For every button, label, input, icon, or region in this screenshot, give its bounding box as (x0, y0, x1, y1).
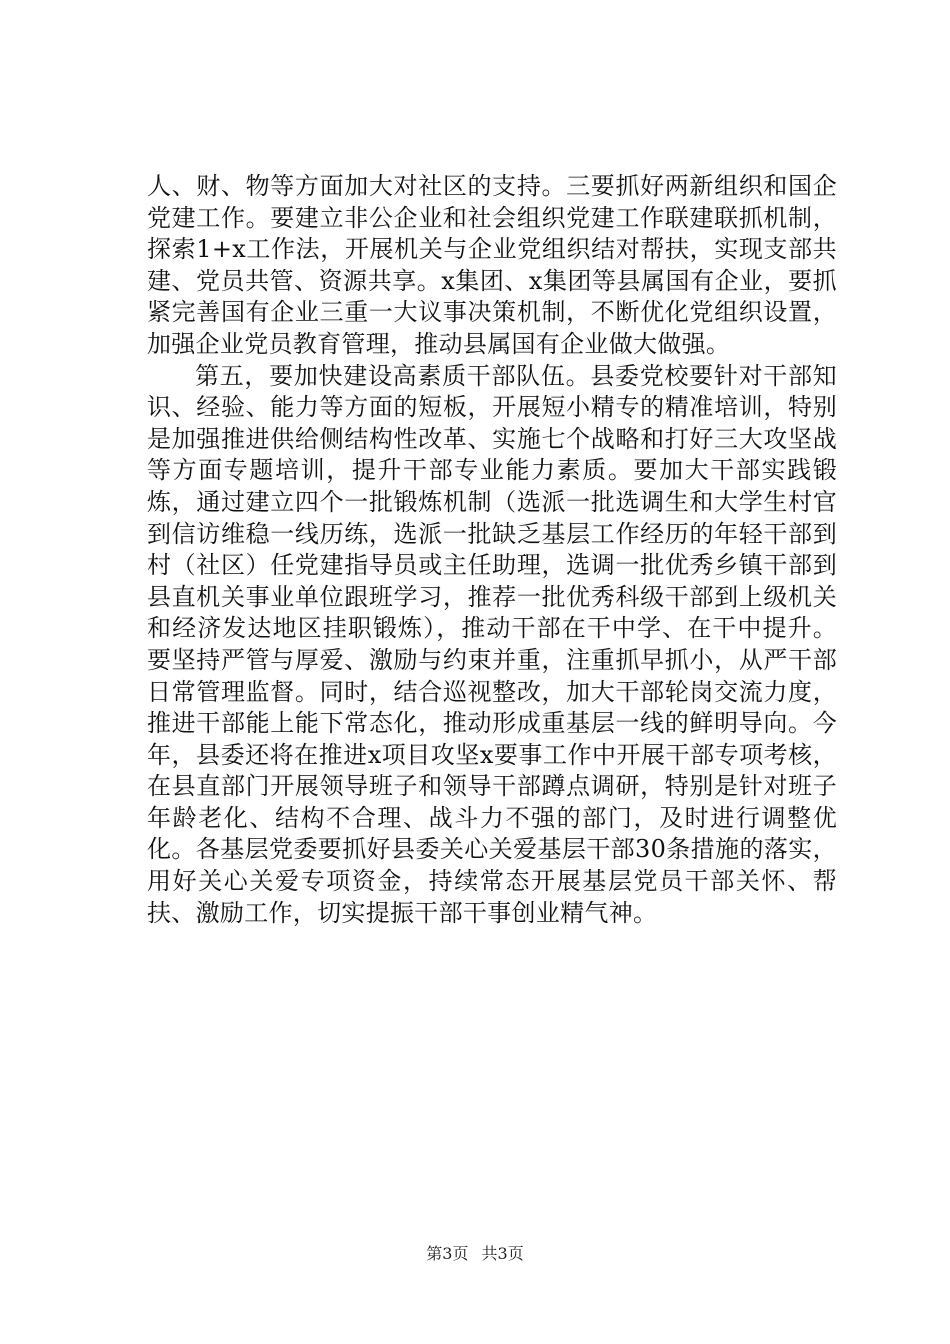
page-footer (0, 1244, 950, 1264)
paragraph-section-five: 第五，要加快建设高素质干部队伍。县委党校要针对干部知识、经验、能力等方面的短板，开展短小精专的精准培训，特别是加强推进供给侧结构性改革、实施七个战略和打好三大攻坚战等方面专题培训，提升干部专业能力素质。要加大干部实践锻炼，通过建立四个一批锻炼机制（选派一批选调生和大学生村官到信访维稳一线历练，选派一批缺乏基层工作经历的年轻干部到村（社区）任党建指导员或主任助理，选调一批优秀乡镇干部到县直机关事业单位跟班学习，推荐一批优秀科级干部到上级机关和经济发达地区挂职锻炼），推动干部在干中学、在干中提升。要坚持严管与厚爱、激励与约束并重，注重抓早抓小，从严干部日常管理监督。同时，结合巡视整改，加大干部轮岗交流力度，推进干部能上能下常态化，推动形成重基层一线的鲜明导向。今年，县委还将在推进x项目攻坚x要事工作中开展干部专项考核，在县直部门开展领导班子和领导干部蹲点调研，特别是针对班子年龄老化、结构不合理、战斗力不强的部门，及时进行调整优化。各基层党委要抓好县委关心关爱基层干部30条措施的落实，用好关心关爱专项资金，持续常态开展基层党员干部关怀、帮扶、激励工作，切实提振干部干事创业精气神。 (147, 361, 837, 927)
document-body (147, 171, 837, 929)
page-number-current: 第3页 (426, 1244, 469, 1263)
page-number-total: 共3页 (481, 1244, 524, 1263)
paragraph-continuation: 人、财、物等方面加大对社区的支持。三要抓好两新组织和国企党建工作。要建立非公企业和社会组织党建工作联建联抓机制，探索1+x工作法，开展机关与企业党组织结对帮扶，实现支部共建、党员共管、资源共享。x集团、x集团等县属国有企业，要抓紧完善国有企业三重一大议事决策机制，不断优化党组织设置，加强企业党员教育管理，推动县属国有企业做大做强。 (147, 172, 837, 358)
